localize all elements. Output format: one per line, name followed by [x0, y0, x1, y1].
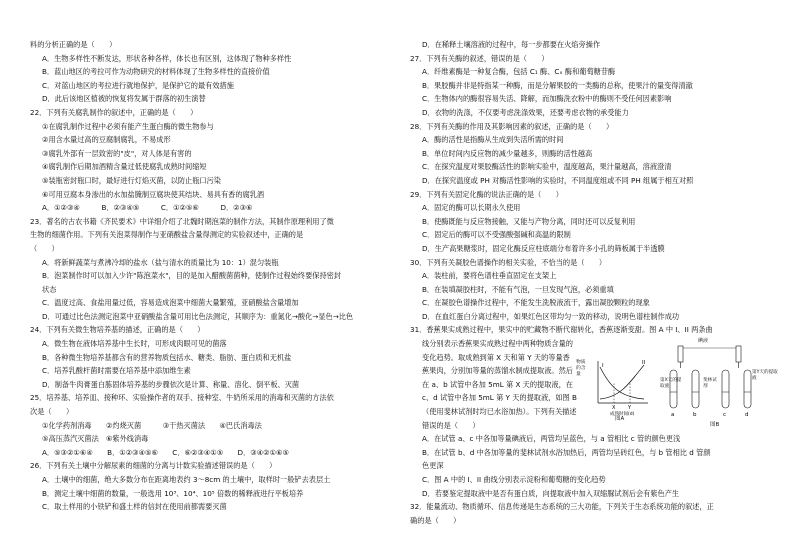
left-column: [30, 38, 388, 514]
left-line: C．取土样用的小铁铲和盛土样的信封在使用前都需要灭菌: [42, 502, 227, 512]
right-line: 变化趋势。取成熟到第 X 天和第 Y 天的等量香: [422, 352, 570, 362]
figure-a-caption: 图A: [615, 416, 625, 422]
figure-b-caption: 图B: [710, 422, 720, 428]
tube-d: [744, 370, 751, 408]
left-line: A．⑤③②①⑥④ B．①②③④⑤⑥ C．⑥②③④①⑤ D．③④②①⑥⑤: [42, 447, 289, 457]
left-line: ⑤高压蒸汽灭菌法 ⑥紫外线消毒: [42, 434, 149, 444]
right-line: c、d 试管中各加 5mL 第 Y 天的提取液，如图 B: [422, 393, 577, 403]
right-line: C．在凝胶色谱操作过程中，不能发生洗脱液流干，露出凝胶颗粒的现象: [422, 298, 650, 308]
right-line: A．在试管 a、c 中各加等量碘液后，两管均呈蓝色，与 a 管相比 c 管的颜色更浅: [422, 434, 681, 444]
left-line: D．可通过比色法测定泡菜中亚硝酸盐含量可用比色法测定，其顺序为：重氮化→酸化→显色→比色: [42, 311, 354, 321]
left-line: ④腐乳制作后期加酒精含量过低使腐乳成熟时间缩短: [42, 162, 207, 172]
right-line: B．单位时间内反应物的减少量越多，则酶的活性越高: [422, 148, 593, 158]
left-line: ①化学药剂消毒 ②灼烧灭菌 ③干热灭菌法 ④巴氏消毒法: [42, 420, 262, 430]
right-line: B．使酶既能与反应物接触，又能与产物分离，同时还可以反复利用: [422, 216, 636, 226]
left-line: D．制备牛肉膏蛋白胨固体培养基的步骤依次是计算、称量、溶化、倒平板、灭菌: [42, 379, 300, 389]
right-line: A．纤维素酶是一种复合酶，包括 C₁ 酶、Cₓ 酶和葡萄糖苷酶: [422, 67, 616, 77]
left-line: D．此后该地区植被的恢复将发属于群落的初生演替: [42, 94, 206, 104]
left-line: ①在腐乳制作过程中必须有能产生蛋白酶的微生物参与: [42, 121, 214, 131]
left-line: （ ）: [30, 243, 59, 253]
left-line: C．温度过高、食盐用量过低，容易造成泡菜中细菌大量繁殖，亚硝酸盐含量增加: [42, 298, 299, 308]
left-line: 24．下列有关微生物培养基的描述，正确的是（ ）: [30, 325, 205, 335]
right-line: D．在血红蛋白分离过程中，如果红色区带均匀一致的移动，说明色谱柱制作成功: [422, 311, 680, 321]
right-line: B．在装填凝胶柱时，不能有气泡，一旦发现气泡，必须重填: [422, 284, 614, 294]
figure-a-tick-y: Y: [628, 405, 632, 411]
figure-a-curve-1: [600, 367, 644, 399]
right-line: 30．下列有关凝胶色谱操作的相关实验，不恰当的是（ ）: [410, 257, 607, 267]
right-line: C．在探究温度对果胶酶活性的影响实验中，温度越高，果汁量越高，溶液澄清: [422, 162, 672, 172]
dropper-left: [678, 346, 683, 362]
left-line: 料的分析正确的是（ ）: [30, 40, 117, 49]
right-line: C．固定后的酶可以不受强酸强碱和高温的限制: [422, 230, 571, 240]
figure-a-curve-1-label: I: [602, 363, 604, 369]
right-column: [410, 38, 772, 527]
left-line: ③腐乳外部有一层致密的"皮"，对人体是有害的: [42, 148, 192, 158]
left-line: B．泡菜制作时可以加入少许"陈泡菜水"，目的是加入醋酸菌菌种，使制作过程始终要保持密封: [42, 271, 342, 281]
left-line: C．培养乳酸杆菌时需要在培养基中添加维生素: [42, 366, 191, 376]
right-line: D．在稀释土壤溶液的过程中，每一步都要在火焰旁操作: [422, 40, 601, 49]
right-line: 32．能量流动、物质循环、信息传递是生态系统的三大功能，下列关于生态系统功能的叙述，正: [410, 502, 714, 512]
right-line: D．若要鉴定提取液中是否有蛋白质，向提取液中加入双缩脲试剂后会有紫色产生: [422, 488, 680, 498]
tube-c: [722, 370, 729, 408]
tube-d-label: d: [745, 412, 749, 418]
right-line: 29．下列有关固定化酶的说法正确的是（ ）: [410, 189, 563, 199]
figure-a: [590, 357, 652, 417]
left-line: 生物的细菌作用。下列有关泡菜得制作与亚硝酸盐含量得测定的实验叙述中，正确的是: [30, 230, 304, 240]
right-line: 确的是（ ）: [410, 515, 461, 525]
left-line: ⑥可用豆腐本身渗出的水加盐腌制豆腐块使其结块、易具有香的腐乳酒: [42, 189, 265, 199]
right-line: 错误的是（ ）: [422, 420, 480, 430]
figure-b-right-label: 第Y天的提取液: [752, 370, 778, 381]
left-line: 23．著名的古农书籍《齐民要术》中详细介绍了北魏时期泡菜的制作方法，其制作原理利用了微: [30, 216, 334, 226]
left-line: ②用含水量过高的豆腐制腐乳，不易成形: [42, 135, 171, 145]
right-line: 色更深: [422, 461, 444, 471]
left-line: B．测定土壤中细菌的数量，一般选用 10³、10⁴、10⁵ 倍数的稀释液进行平板培养: [42, 488, 304, 498]
right-line: A．固定的酶可以长期永久使用: [422, 203, 521, 213]
right-line: C．图 A 中的 I、II 曲线分别表示淀粉和葡萄糖的变化趋势: [422, 475, 606, 484]
left-line: C．对蓝山地区的考拉进行就地保护，是保护它的最有效措施: [42, 80, 234, 90]
left-line: A．生物多样性不断发达，形状各种各样，体长也有区别，这体现了物种多样性: [42, 53, 292, 63]
figure-a-ylabel: 物质的含量: [576, 360, 586, 377]
right-line: 蕉果肉，分别加等量的蒸馏水制成提取液。然后: [422, 366, 573, 376]
right-line: A．酶的活性是指酶从生成到失活所需的时间: [422, 135, 564, 145]
right-line: D．衣物的洗涤，不仅要考虑洗涤效果，还要考虑衣物的承受能力: [422, 107, 629, 117]
left-line: A．土壤中的细菌，绝大多数分布在距离地表约 3～8cm 的土壤中，取样时一般铲去表层土: [42, 475, 331, 484]
left-line: 26．下列有关土壤中分解尿素的细菌的分离与计数实验描述错误的是（ ）: [30, 461, 277, 471]
right-line: 31．香蕉果实成熟过程中，果实中的贮藏物不断代谢转化，香蕉逐渐变甜。图 A 中 I、II 两条曲: [410, 325, 713, 335]
right-line: D．生产高果糖浆时，固定化酶反应柱底端分布着许多小孔的筛板属于半透膜: [422, 243, 665, 253]
right-line: （使用斐林试剂时均已水浴加热）。下列有关描述: [422, 407, 577, 417]
right-line: C．生物体内的酶很容易失活、降解，而加酶洗衣粉中的酶则不受任何因素影响: [422, 94, 672, 104]
left-line: B．各种微生物培养基都含有的营养物质包括水、糖类、脂肪、蛋白质和无机盐: [42, 352, 292, 362]
left-line: A．微生物在液体培养基中生长时，可形成肉眼可见的菌落: [42, 339, 227, 349]
left-line: 25．培养基、培养皿、接种环、实验操作者的双手、接种室、牛奶所采用的消毒和灭菌的方法依: [30, 393, 334, 403]
right-line: D．在探究温度或 PH 对酶活性影响的实验时，不同温度组或不同 PH 组属于相互对照: [422, 175, 694, 185]
left-line: 状态: [42, 284, 57, 294]
tube-a-label: a: [671, 412, 675, 418]
dropper-right: [736, 346, 741, 362]
right-line: 28．下列有关酶的作用及其影响因素的叙述，正确的是（ ）: [410, 121, 614, 131]
left-line: ⑤装瓶密封瓶口时，最好进行灯焰灭菌，以防止瓶口污染: [42, 175, 221, 185]
figure-a-curve-2-label: II: [642, 360, 646, 366]
right-line: 27．下列有关酶的叙述，错误的是（ ）: [410, 53, 549, 63]
right-line: B．在试管 b、d 中各加等量的斐林试剂水浴加热后，两管均呈砖红色，与 b 管相比 d 管颜: [422, 447, 711, 457]
left-line: A．将新鲜蔬菜与煮沸冷却的盐水（盐与清水的质量比为 10：1）混匀装瓶: [42, 257, 279, 267]
left-line: 次是（ ）: [30, 407, 74, 417]
right-line: B．果胶酶并非是特指某一种酶，而是分解果胶的一类酶的总称，使果汁的量变得清澈: [422, 80, 693, 90]
left-line: 22．下列有关腐乳制作的叙述中，正确的是（ ）: [30, 107, 198, 117]
tube-c-label: c: [723, 412, 727, 418]
figure-b-title: 碘液: [698, 338, 709, 344]
figure-a-curve-2: [600, 365, 644, 399]
figure-b-left-label: 第X天的提取液: [660, 378, 682, 389]
right-line: 在 a、b 试管中各加 5mL 第 X 天的提取液，在: [422, 379, 573, 389]
right-line: A．装柱前，要将色谱柱垂直固定在支架上: [422, 271, 557, 281]
figure-b-mid-label: 斐林试剂: [703, 378, 717, 389]
right-line: 线分别表示香蕉果实成熟过程中两种物质含量的: [422, 339, 573, 349]
left-line: B．蓝山地区的考拉可作为动物研究的材料体现了生物多样性的直接价值: [42, 67, 270, 77]
tube-b-label: b: [693, 412, 697, 418]
figure-a-graph: [590, 357, 652, 417]
figure-a-xlabel: 成熟时间(d): [610, 412, 635, 417]
tube-b: [692, 370, 699, 408]
figure-a-tick-x: X: [612, 405, 616, 411]
left-line: A．①②③④ B．②③④⑤ C．①②⑤⑥ D．②③⑥: [42, 203, 253, 213]
